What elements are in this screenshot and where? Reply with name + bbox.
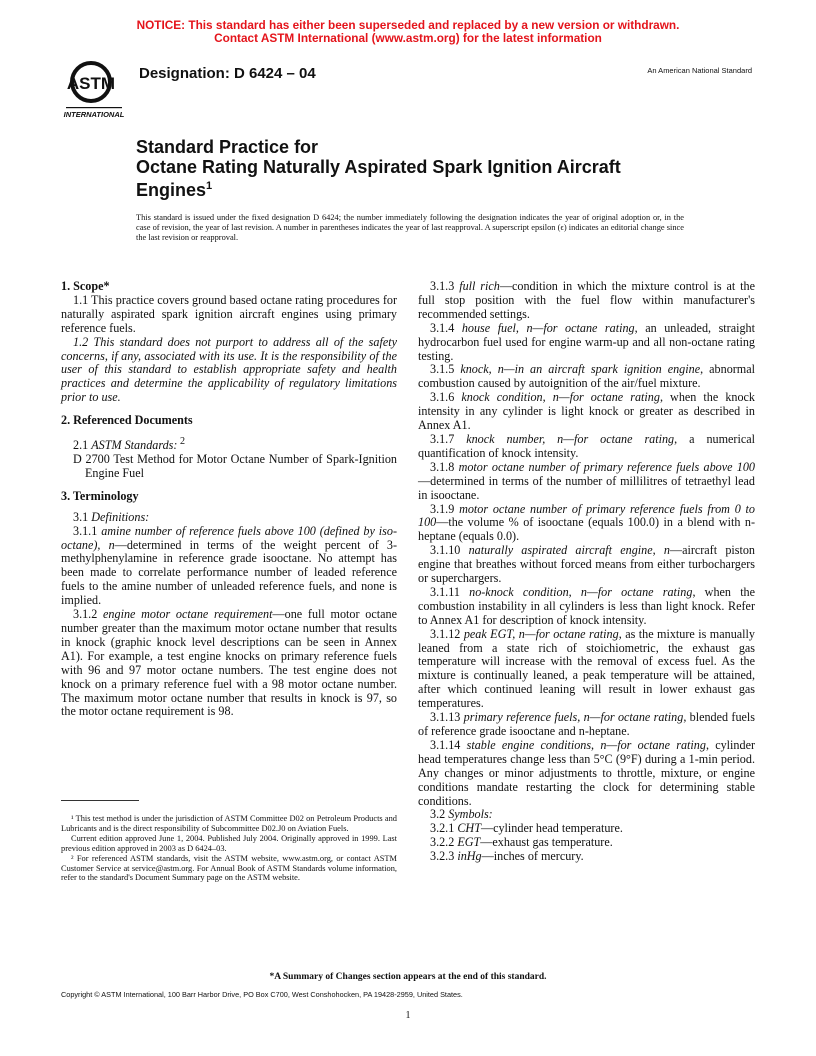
para-3-1-8 [418,461,755,503]
para-num: 3.1 [73,509,92,524]
para-3-1-1 [61,525,397,608]
para-text: , as the mixture is manually leaned from a state rich of stoichiometric, the exhaust gas temperature will increase with the removal of excess fuel. As the mixture is continually leaned, a peak temperature will be attained, after which continued leaning will result in lower exhaust gas temperatures. [418,626,755,711]
para-3-1-2 [61,608,397,719]
para-num: 3.1.6 [430,390,462,405]
para-num: 3.1.9 [430,501,460,516]
para-num: 3.1.14 [430,737,467,752]
footnote-2: ² For referenced ASTM standards, visit the ASTM website, www.astm.org, or contact ASTM Customer Service at service@astm.org. For Annual Book of ASTM Standards volume information, refer to the standard's Document Summary page on the ASTM website. [61,853,397,883]
para-3-1-7 [418,433,755,461]
para-text: —cylinder head temperature. [480,821,623,836]
para-num: 3.1.11 [430,584,470,599]
para-text: —determined in terms of the weight percent of 3-methylphenylamine in reference grade isooctane. No attempt has been made to correlate performance number of leaded reference fuels to the amine number of unleaded reference fuels, and none is implied. [61,537,398,608]
para-3-1-3 [418,280,755,322]
para-term: motor octane number of primary reference fuels above 100 [458,459,755,474]
para-term: stable engine conditions, n—for octane rating [466,737,706,752]
para-text: , when the knock intensity in any cylinder is light knock or greater as described in Annex A1. [418,390,755,433]
para-3-2-3 [418,850,755,864]
para-term: full rich [459,279,500,293]
para-term: primary reference fuels, n—for octane rating [463,710,684,725]
footnote-mark: 2 [177,436,186,448]
footnotes [61,814,397,883]
para-text: , an unleaded, straight hydrocarbon fuel used for engine warm-up and all non-octane rating testing. [418,320,756,363]
para-text: —inches of mercury. [481,849,584,864]
para-text: —determined in terms of the number of millilitres of tetraethyl lead in isooctane. [418,473,755,502]
para-num: 3.1.7 [430,431,467,446]
footnote-1: ¹ This test method is under the jurisdiction of ASTM Committee D02 on Petroleum Products and Lubricants and is the direct responsibility of Subcommittee D02.J0 on Aviation Fuels. [61,814,397,833]
para-term: amine number of reference fuels above 100 (defined by iso-octane), n [61,523,397,552]
para-3-1-14 [418,739,755,809]
para-3-2 [418,808,755,822]
para-num: 3.1.8 [430,459,459,474]
document-title [136,138,696,201]
national-standard-label: An American National Standard [647,66,752,75]
para-term: CHT [457,821,481,836]
para-term: engine motor octane requirement [103,607,273,622]
para-term: ASTM Standards: [91,438,178,453]
section-heading-scope: 1. Scope* [61,279,110,293]
notice-line-1: NOTICE: This standard has either been superseded and replaced by a new version or withdrawn. [136,18,680,32]
para-text: , a numerical quantification of knock intensity. [418,431,755,460]
para-term: knock condition, n—for octane rating [461,390,660,405]
withdrawal-notice [0,19,816,45]
para-text: —the volume % of isooctane (equals 100.0) in a blend with n-heptane (equals 0.0). [418,515,755,544]
para-num: 3.1.4 [430,320,462,335]
para-num: 3.2.1 [430,821,458,836]
designation: Designation: D 6424 – 04 [139,65,316,82]
referenced-doc-d2700: D 2700 Test Method for Motor Octane Number of Spark-Ignition Engine Fuel [73,452,397,480]
section-heading-referenced-documents: 2. Referenced Documents [61,413,193,428]
para-num: 3.1.5 [430,362,461,377]
para-num: 2.1 [73,438,92,453]
notice-line-2: Contact ASTM International (www.astm.org) for the latest information [214,31,602,45]
para-num: 3.2.3 [430,849,458,864]
footnote-divider [61,800,139,801]
logo-subtext: INTERNATIONAL [63,110,125,119]
para-text: —exhaust gas temperature. [480,835,613,850]
title-line-2: Octane Rating Naturally Aspirated Spark Ignition Aircraft [136,156,621,177]
para-term: motor octane number of primary reference fuels from 0 to 100 [418,501,755,530]
copyright-line: Copyright © ASTM International, 100 Barr Harbor Drive, PO Box C700, West Conshohocken, PA 19428-2959, United States. [61,990,463,999]
para-3-1 [61,511,397,525]
para-3-1-9 [418,503,755,545]
para-term: naturally aspirated aircraft engine, n [468,543,670,558]
para-3-1-5 [418,363,755,391]
footnote-1-edition: Current edition approved June 1, 2004. Published July 2004. Originally approved in 1999. Last previous edition approved in 2003 as D 6424–03. [61,833,397,853]
title-line-1: Standard Practice for [136,137,319,157]
title-line-3 [136,177,696,201]
para-2-1 [61,435,397,453]
issue-statement: This standard is issued under the fixed designation D 6424; the number immediately following the designation indicates the year of original adoption or, in the case of revision, the year of last revision. A number in parentheses indicates the year of last reapproval. A superscript epsilon (ϵ) indicates an editorial change since the last revision or reapproval. [136,213,684,242]
para-text: , cylinder head temperatures change less than 5°C (9°F) during a 1-min period. Any changes or minor adjustments to throttle, mixture, or engine conditions mandate restarting the clock for determining stable conditions. [418,737,756,808]
para-num: 3.2.2 [430,835,458,850]
para-1-2 [61,336,397,406]
para-num: 3.1.10 [430,543,469,558]
para-text: —one full motor octane number greater than the maximum motor octane number that results in knock (graphic knock level descriptions can be seen in Annex A1). For example, a test engine knocks on primary reference fuels with 96 and 97 motor octane numbers. The test engine does not knock on a primary reference fuel with a 98 motor octane number. The maximum motor octane number that results in knock is 97, so the motor octane requirement is 98. [61,607,397,719]
para-num: 3.1.3 [430,279,460,293]
para-text: , blended fuels of reference grade isooctane and n-heptane. [418,710,755,738]
para-3-1-4 [418,322,755,364]
para-term: inHg [457,849,482,864]
para-text: , when the combustion instability in all cylinders is less than light knock. Refer to Annex A1 for description of knock intensity. [418,584,756,627]
para-3-1-6 [418,391,755,433]
para-3-1-11 [418,586,755,628]
para-num: 3.1.12 [430,626,464,641]
section-heading-terminology: 3. Terminology [61,488,139,503]
para-num: 3.1.13 [430,710,464,725]
para-term: no-knock condition, n—for octane rating [469,584,693,599]
para-term: EGT [457,835,481,850]
para-3-2-2 [418,836,755,850]
summary-of-changes-note: *A Summary of Changes section appears at the end of this standard. [269,972,547,982]
para-text: —aircraft piston engine that breathes without forced means from either turbochargers or superchargers. [418,543,755,586]
para-3-1-13 [418,711,755,739]
astm-logo [61,58,127,120]
para-term: house fuel, n—for octane rating [461,320,635,335]
page-number: 1 [405,1010,411,1021]
logo-letters: ASTM [66,74,116,93]
para-num: 3.1.1 [73,523,102,538]
right-column [418,280,755,864]
para-text: —condition in which the mixture control is at the full stop position with the fuel flow within manufacturer's recommended settings. [418,279,755,321]
title-word: Engines [136,180,207,200]
para-num: 3.2 [430,807,449,822]
para-3-2-1 [418,822,755,836]
para-3-1-10 [418,544,755,586]
para-3-1-12 [418,628,755,711]
para-term: knock, n—in an aircraft spark ignition engine [460,362,701,377]
para-term: Definitions: [91,509,150,524]
para-term: Symbols: [448,807,493,822]
para-term: peak EGT, n—for octane rating [463,626,619,641]
title-footnote-mark: 1 [206,180,213,192]
para-term: knock number, n—for octane rating [466,431,675,446]
para-1-2-text: 1.2 This standard does not purport to address all of the safety concerns, if any, associated with its use. It is the responsibility of the user of this standard to establish appropriate safety and health practices and determine the applicability of regulatory limitations prior to use. [61,334,397,405]
para-num: 3.1.2 [73,607,104,622]
para-1-1: 1.1 This practice covers ground based octane rating procedures for naturally aspirated spark ignition aircraft engines using primary reference fuels. [61,292,397,335]
para-text: , abnormal combustion caused by autoignition of the air/fuel mixture. [418,362,756,391]
left-column [61,280,397,719]
